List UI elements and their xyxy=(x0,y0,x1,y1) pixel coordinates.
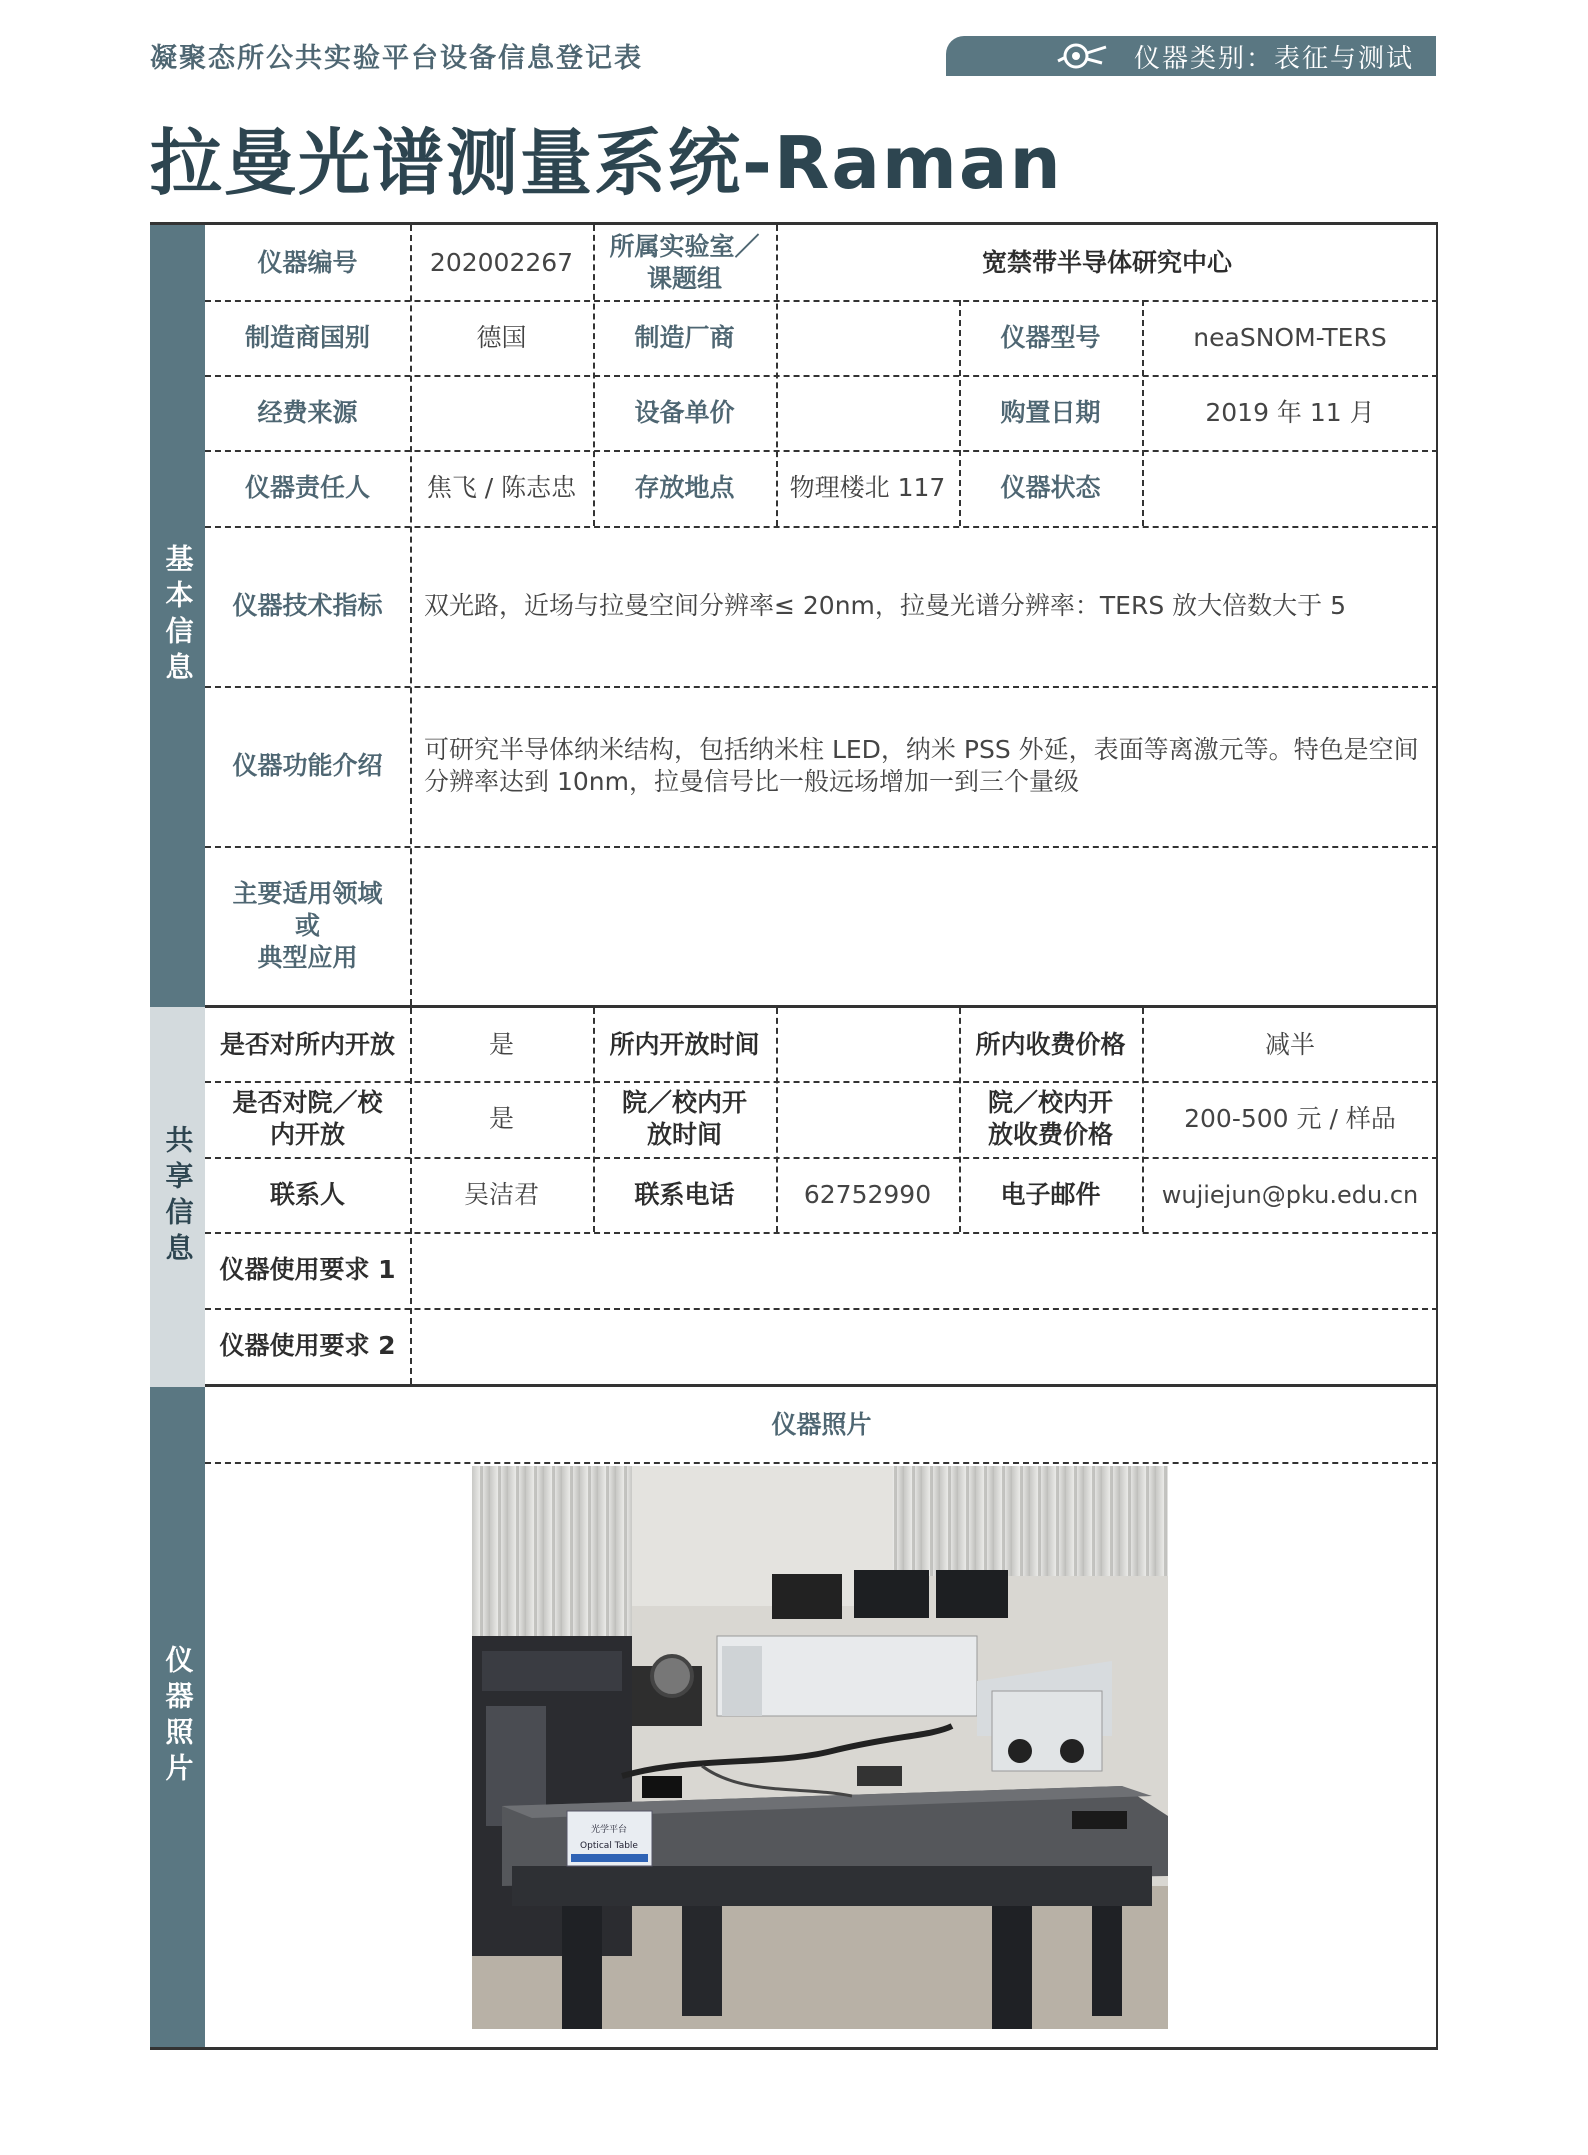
section-photo: 仪器照片 xyxy=(150,1387,205,2047)
open-school-value: 是 xyxy=(488,1104,514,1133)
fee-school-label: 院／校内开放收费价格 xyxy=(987,1088,1113,1149)
id-label: 仪器编号 xyxy=(257,247,358,277)
fee-in-value: 减半 xyxy=(1264,1029,1315,1059)
app-value xyxy=(410,846,1438,1005)
open-school-time-value xyxy=(776,1081,959,1157)
category-tab xyxy=(946,36,1436,76)
id-value: 202002267 xyxy=(429,247,574,277)
status-label: 仪器状态 xyxy=(1000,473,1101,502)
price-value xyxy=(776,375,959,450)
lab-label: 所属实验室／课题组 xyxy=(609,231,760,293)
section-share: 共享信息 xyxy=(150,1007,205,1387)
price-label: 设备单价 xyxy=(634,397,735,427)
fund-value xyxy=(410,375,593,450)
location-label: 存放地点 xyxy=(634,473,735,502)
model-value: neaSNOM-TERS xyxy=(1193,322,1387,352)
req2-value xyxy=(410,1308,1438,1384)
phone-label: 联系电话 xyxy=(634,1179,735,1209)
func-label: 仪器功能介绍 xyxy=(232,751,383,780)
email-value: wujiejun@pku.edu.cn xyxy=(1161,1180,1419,1209)
date-label: 购置日期 xyxy=(1000,397,1101,427)
open-in-time-label: 所内开放时间 xyxy=(609,1029,760,1059)
contact-value: 吴洁君 xyxy=(463,1179,539,1209)
instrument-photo xyxy=(472,1466,1168,2029)
phone-value: 62752990 xyxy=(803,1179,932,1209)
open-in-time-value xyxy=(776,1008,959,1081)
category-label: 仪器类别：表征与测试 xyxy=(1133,43,1414,74)
microscope-lens-icon xyxy=(1056,41,1110,71)
open-in-value: 是 xyxy=(488,1029,514,1059)
svg-text:光学平台: 光学平台 xyxy=(590,1825,628,1835)
func-value: 可研究半导体纳米结构，包括纳米柱 LED，纳米 PSS 外延，表面等离激元等。特色是空间分辨率达到 10nm，拉曼信号比一般远场增加一到三个量级 xyxy=(424,735,1419,796)
maker-label: 制造厂商 xyxy=(634,322,735,352)
contact-label: 联系人 xyxy=(269,1179,345,1209)
fund-label: 经费来源 xyxy=(257,397,358,427)
svg-text:Optical Table: Optical Table xyxy=(580,1841,638,1851)
open-school-time-label: 院／校内开放时间 xyxy=(621,1088,747,1149)
model-label: 仪器型号 xyxy=(1000,322,1101,352)
lab-value: 宽禁带半导体研究中心 xyxy=(981,247,1232,277)
fee-in-label: 所内收费价格 xyxy=(975,1029,1126,1059)
open-in-label: 是否对所内开放 xyxy=(219,1029,395,1059)
email-label: 电子邮件 xyxy=(1000,1179,1101,1209)
raman-system-image xyxy=(472,1466,1168,2029)
req2-label: 仪器使用要求 2 xyxy=(219,1331,396,1360)
photo-header: 仪器照片 xyxy=(771,1409,872,1439)
spec-value: 双光路，近场与拉曼空间分辨率≤ 20nm，拉曼光谱分辨率：TERS 放大倍数大于 5 xyxy=(424,591,1347,620)
date-value: 2019 年 11 月 xyxy=(1205,397,1375,427)
status-value xyxy=(1142,450,1438,526)
req1-label: 仪器使用要求 1 xyxy=(219,1255,396,1284)
country-label: 制造商国别 xyxy=(244,322,370,352)
open-school-label: 是否对院／校内开放 xyxy=(232,1088,383,1149)
app-label: 主要适用领域 或 典型应用 xyxy=(232,878,383,972)
req1-value xyxy=(410,1232,1438,1308)
location-value: 物理楼北 117 xyxy=(789,473,946,502)
spec-label: 仪器技术指标 xyxy=(232,591,383,620)
page-title: 拉曼光谱测量系统-Raman xyxy=(150,121,1063,205)
section-basic: 基本信息 xyxy=(150,225,205,1007)
org-title: 凝聚态所公共实验平台设备信息登记表 xyxy=(150,43,643,74)
country-value: 德国 xyxy=(476,322,527,352)
owner-value: 焦飞 / 陈志忠 xyxy=(426,473,577,502)
fee-school-value: 200-500 元 / 样品 xyxy=(1184,1104,1396,1133)
owner-label: 仪器责任人 xyxy=(244,473,370,502)
maker-value xyxy=(776,300,959,375)
